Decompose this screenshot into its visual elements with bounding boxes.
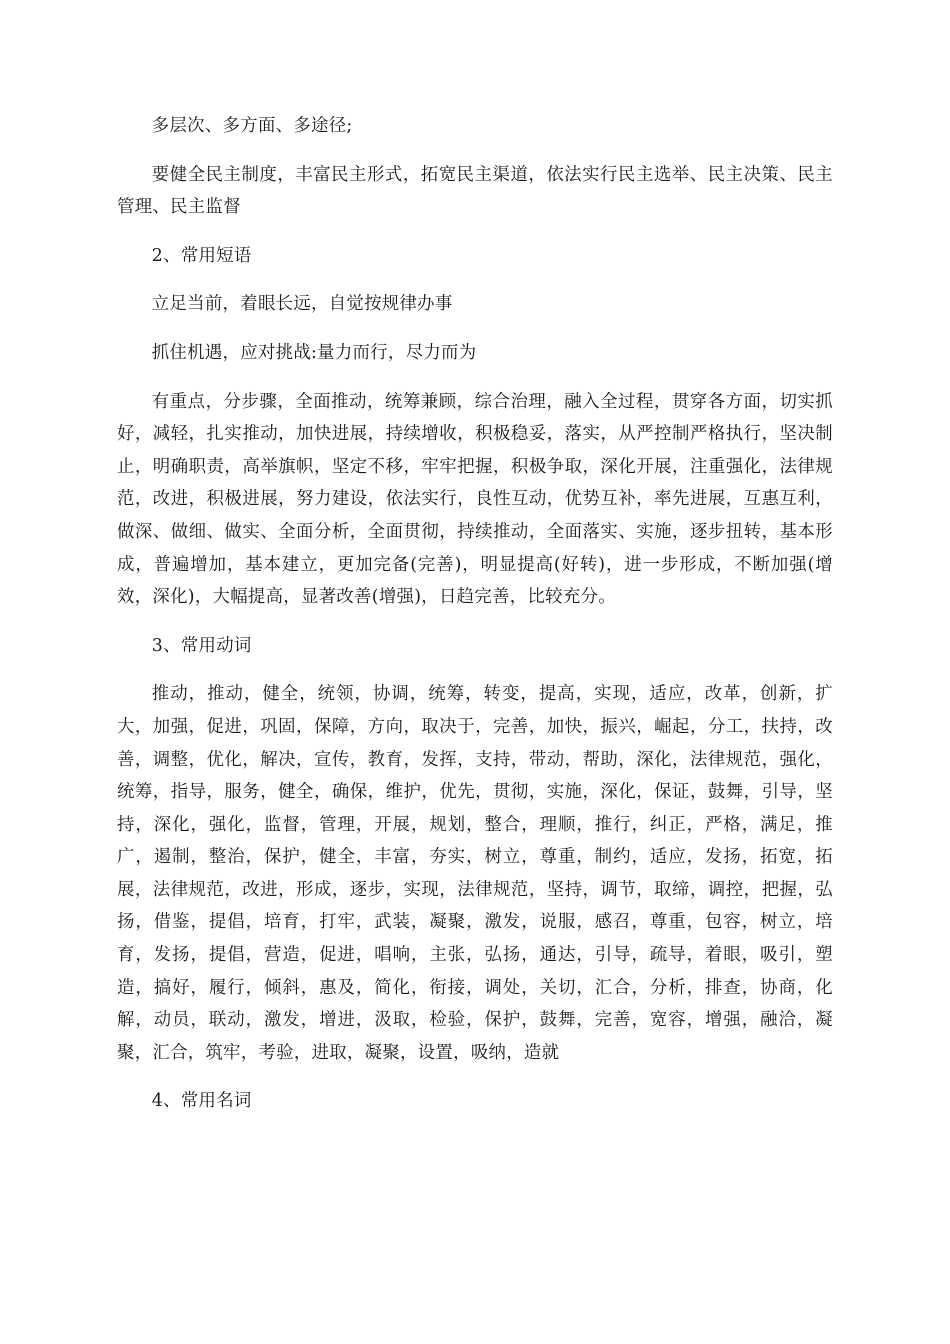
paragraph-phrase-1: 立足当前，着眼长远，自觉按规律办事	[151, 294, 453, 315]
heading-common-nouns: 4、常用名词	[151, 1091, 252, 1112]
heading-common-verbs: 3、常用动词	[151, 635, 252, 656]
paragraph-phrase-2: 抓住机遇，应对挑战:量力而行，尽力而为	[151, 342, 477, 363]
heading-common-phrases: 2、常用短语	[151, 245, 252, 266]
paragraph-verb-list: 推动，推动，健全，统领，协调，统筹，转变，提高，实现，适应，改革，创新，扩大，加强，促进，巩固，保障，方向，取决于，完善，加快，振兴，崛起，分工，扶持，改善，调整，优化，解决，宣传，教育，发挥，支持，带动，帮助，深化，法律规范，强化，统筹，指导，服务，健全，确保，维护，优先，贯彻，实施，深化，保证，鼓舞，引导，坚持，深化，强化，监督，管理，开展，规划，整合，理顺，推行，纠正，严格，满足，推广，遏制，整治，保护，健全，丰富，夯实，树立，尊重，制约，适应，发扬，拓宽，拓展，法律规范，改进，形成，逐步，实现，法律规范，坚持，调节，取缔，调控，把握，弘扬，借鉴，提倡，培育，打牢，武装，凝聚，激发，说服，感召，尊重，包容，树立，培育，发扬，提倡，营造，促进，唱响，主张，弘扬，通达，引导，疏导，着眼，吸引，塑造，搞好，履行，倾斜，惠及，简化，衔接，调处，关切，汇合，分析，排查，协商，化解，动员，联动，激发，增进，汲取，检验，保护，鼓舞，完善，宽容，增强，融洽，凝聚，汇合，筑牢，考验，进取，凝聚，设置，吸纳，造就	[117, 684, 833, 1063]
paragraph-levels: 多层次、多方面、多途径;	[151, 116, 353, 136]
paragraph-democracy: 要健全民主制度，丰富民主形式，拓宽民主渠道，依法实行民主选举、民主决策、民主管理、民主监督	[117, 164, 833, 218]
document-body	[117, 110, 833, 1118]
paragraph-phrase-list: 有重点，分步骤，全面推动，统筹兼顾，综合治理，融入全过程，贯穿各方面，切实抓好，减轻，扎实推动，加快进展，持续增收，积极稳妥，落实，从严控制严格执行，坚决制止，明确职责，高举旗帜，坚定不移，牢牢把握，积极争取，深化开展，注重强化，法律规范，改进，积极进展，努力建设，依法实行，良性互动，优势互补，率先进展，互惠互利，做深、做细、做实、全面分析，全面贯彻，持续推动，全面落实、实施，逐步扭转，基本形成，普遍增加，基本建立，更加完备(完善)，明显提高(好转)，进一步形成，不断加强(增效，深化)，大幅提高，显著改善(增强)，日趋完善，比较充分。	[117, 391, 833, 608]
